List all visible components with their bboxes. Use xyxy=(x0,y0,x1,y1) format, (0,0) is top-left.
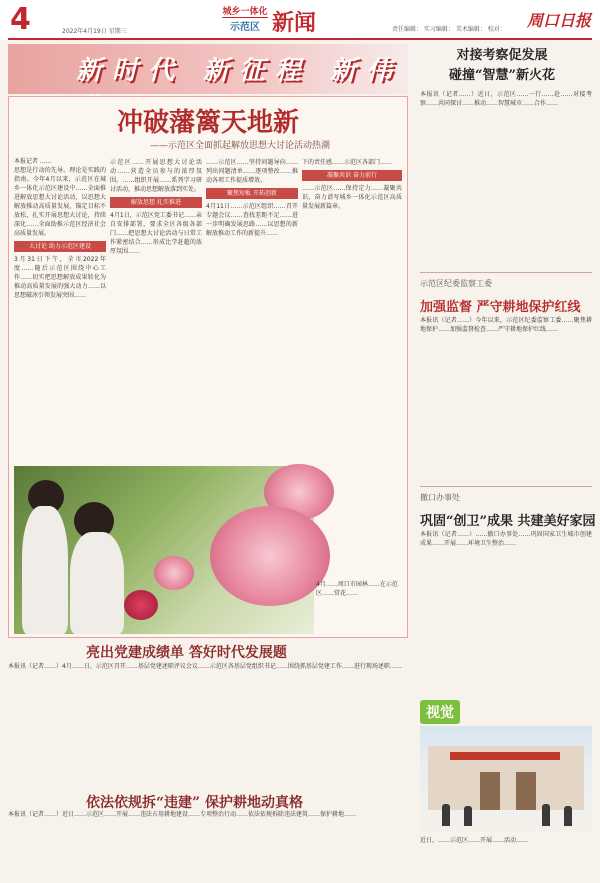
article-column-3 xyxy=(206,158,298,466)
column-text: ……示范区……保持定力……凝聚共识，奋力谱写城乡一体化示范区高质量发展新篇章。 xyxy=(302,185,402,210)
right-article-3-tag: 撤口办事处 xyxy=(420,493,460,502)
right-article-2-tag: 示范区纪委监察工委 xyxy=(420,279,492,288)
newspaper-logo: 周口日报 xyxy=(527,11,592,30)
right-article-1 xyxy=(420,90,592,270)
child-figure xyxy=(70,532,124,634)
right-article-2 xyxy=(420,316,592,486)
building-door xyxy=(480,772,500,810)
date-line: 2022年4月19日 星期三 xyxy=(62,28,127,35)
column-text: 示范区……开展思想大讨论活动……营造全员参与的浓厚氛围。……组织开展……系列学习研讨活动，推动思想解放落到实处。 xyxy=(110,159,202,193)
right-article-3 xyxy=(420,530,592,695)
article-column-1 xyxy=(14,166,106,466)
feature-banner xyxy=(8,44,408,94)
article-body-party xyxy=(8,662,408,780)
article-text: 本报讯（记者……）今年以来，示范区纪委监察工委……聚焦耕地保护……加强监督检查……严守耕地保护红线…… xyxy=(420,317,592,333)
person xyxy=(542,804,550,826)
right-headline-1a: 对接考察促发展 xyxy=(456,48,548,63)
visual-section-label xyxy=(420,700,520,722)
peony-flower xyxy=(154,556,194,590)
building-sign xyxy=(450,752,560,760)
page-number: 4 xyxy=(10,2,30,37)
column-text: 4月1日，示范区党工委书记……亲自安排部署，要求全区各级各部门……把思想大讨论活动与日常工作紧密结合……形成比学赶超的浓厚氛围…… xyxy=(110,212,202,255)
subsection-tag: 聚焦短板 开拓创新 xyxy=(206,188,298,199)
divider xyxy=(420,272,592,273)
person xyxy=(564,806,572,826)
subsection-tag: 大讨论 助力示范区建设 xyxy=(14,241,106,252)
person xyxy=(442,804,450,826)
section-title: 新闻 xyxy=(272,10,317,36)
subsection-tag: 凝聚共识 奋力前行 xyxy=(302,170,402,181)
article-text: 本报讯（记者……）近日……示范区……开展……违法占用耕地建设……专项整治行动……依法依规拆除违法建筑……保护耕地…… xyxy=(8,811,357,818)
building-photo xyxy=(420,726,592,832)
banner-text: 新时代 新征程 新伟 xyxy=(76,56,403,86)
photo-caption: 4月……周口市园林……在示范区……赏花…… xyxy=(316,581,398,597)
main-subhead: ——示范区全面抓起解放思想大讨论活动热潮 xyxy=(150,141,331,151)
article-text: 本报讯（记者……）4月……日，示范区召开……基层党建述职评议会议……示范区各基层党组织书记……围绕抓基层党建工作……进行现场述职…… xyxy=(8,663,402,670)
right-headline-2: 加强监督 严守耕地保护红线 xyxy=(420,300,581,315)
article-text: 本报讯（记者……）近日，示范区……一行……赴……对接考察……共同探讨……推动……智慧城市……合作…… xyxy=(420,91,592,107)
photo-caption-2: 近日，……示范区……开展……活动…… xyxy=(420,837,529,844)
column-text: ……示范区……坚持问题导向……列出问题清单……逐项整改……推动各项工作提质增效。 xyxy=(206,159,298,184)
column-text: 下的责任感……示范区各部门…… xyxy=(302,159,393,166)
peony-flower xyxy=(210,506,330,606)
section-label-bottom: 示范区 xyxy=(230,22,260,33)
right-headline-1b: 碰撞“智慧”新火花 xyxy=(449,68,555,83)
header-rule xyxy=(8,38,592,40)
column-text: 4月11日……示范区组织……召开专题会议……查找差距不足……进一步明确发展思路……以思想的新解放推动工作的新提升…… xyxy=(206,203,298,237)
right-headline-3: 巩固“创卫”成果 共建美好家园 xyxy=(420,514,596,529)
main-byline: 本报记者 …… xyxy=(14,158,52,165)
peony-flower xyxy=(124,590,158,620)
column-text: 3月31日下午，全市2022年度……随后示范区围绕中心工作……切实把思想解放成果转化为推动高质量发展的强大动力……以思想破冰引领发展突围…… xyxy=(14,256,106,299)
column-text: 思想是行动的先导。理论是实践的指南。今年4月以来，示范区在城乡一体化示范区建设中……全面推进解放思想大讨论活动，以思想大解放推动高质量发展，锚定目标不放松，扎实开展思想大讨论，持续深化……全面助推示范区经济社会高质量发展。 xyxy=(14,167,106,237)
article-headline-party: 亮出党建成绩单 答好时代发展题 xyxy=(86,645,287,661)
article-column-2 xyxy=(110,158,202,466)
child-figure xyxy=(22,506,68,634)
peony-photo xyxy=(14,466,314,634)
article-text: 本报讯（记者……）……撤口办事处……巩固国家卫生城市创建成果……开展……环境卫生整治…… xyxy=(420,531,592,547)
editor-credits: 责任编辑： 实习编辑： 美术编辑： 校对： xyxy=(392,26,506,33)
building-door xyxy=(516,772,536,810)
person xyxy=(464,806,472,826)
visual-label-text: 视觉 xyxy=(420,700,460,724)
main-headline: 冲破藩篱天地新 xyxy=(116,108,299,138)
divider xyxy=(420,486,592,487)
subsection-tag: 解放思想 扎实推进 xyxy=(110,197,202,208)
article-column-4 xyxy=(302,158,402,466)
section-label-top: 城乡一体化 xyxy=(222,4,268,18)
article-headline-demolition: 依法依规拆“违建” 保护耕地动真格 xyxy=(86,795,303,811)
article-body-demolition xyxy=(8,810,408,880)
